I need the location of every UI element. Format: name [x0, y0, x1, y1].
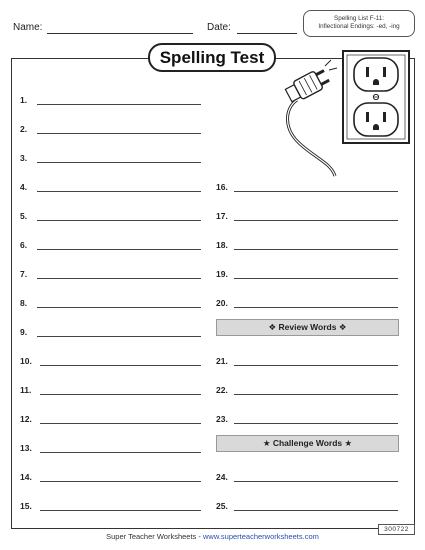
item-number: 9.: [20, 327, 28, 337]
item-number: 4.: [20, 182, 28, 192]
answer-line[interactable]: [234, 394, 398, 395]
answer-line[interactable]: [40, 423, 201, 424]
challenge-words-header: ★ Challenge Words ★: [216, 435, 399, 452]
footer-url-link[interactable]: www.superteacherworksheets.com: [202, 532, 319, 541]
item-number: 17.: [216, 211, 228, 221]
item-number: 23.: [216, 414, 228, 424]
item-number: 6.: [20, 240, 28, 250]
answer-line[interactable]: [37, 336, 201, 337]
answer-line[interactable]: [234, 191, 398, 192]
item-number: 12.: [20, 414, 32, 424]
answer-line[interactable]: [234, 278, 398, 279]
answer-line[interactable]: [234, 423, 398, 424]
spelling-list-id: Spelling List F-11:: [334, 15, 384, 22]
answer-line[interactable]: [234, 220, 398, 221]
answer-line[interactable]: [40, 394, 201, 395]
name-label: Name:: [13, 22, 43, 33]
spelling-list-topic: Inflectional Endings: -ed, -ing: [318, 23, 400, 30]
item-number: 24.: [216, 472, 228, 482]
answer-line[interactable]: [40, 365, 201, 366]
answer-line[interactable]: [40, 510, 201, 511]
item-number: 7.: [20, 269, 28, 279]
item-number: 13.: [20, 443, 32, 453]
item-number: 10.: [20, 356, 32, 366]
answer-line[interactable]: [37, 278, 201, 279]
item-number: 11.: [20, 385, 32, 395]
answer-line[interactable]: [234, 307, 398, 308]
answer-line[interactable]: [234, 365, 398, 366]
answer-line[interactable]: [234, 249, 398, 250]
name-field-line[interactable]: [47, 33, 193, 34]
item-number: 3.: [20, 153, 28, 163]
item-number: 21.: [216, 356, 228, 366]
page-title: Spelling Test: [148, 43, 276, 72]
spelling-list-tag: [303, 10, 415, 37]
item-number: 18.: [216, 240, 228, 250]
answer-line[interactable]: [37, 220, 201, 221]
item-number: 25.: [216, 501, 228, 511]
answer-line[interactable]: [37, 307, 201, 308]
answer-line[interactable]: [37, 249, 201, 250]
answer-line[interactable]: [234, 481, 398, 482]
worksheet-code: 300722: [378, 524, 415, 535]
electrical-outlet-plug-illustration: [265, 48, 415, 178]
answer-line[interactable]: [37, 133, 201, 134]
answer-line[interactable]: [37, 191, 201, 192]
answer-line[interactable]: [37, 104, 201, 105]
answer-line[interactable]: [40, 452, 201, 453]
answer-line[interactable]: [40, 481, 201, 482]
item-number: 19.: [216, 269, 228, 279]
item-number: 22.: [216, 385, 228, 395]
item-number: 8.: [20, 298, 28, 308]
item-number: 16.: [216, 182, 228, 192]
answer-line[interactable]: [234, 510, 398, 511]
item-number: 15.: [20, 501, 32, 511]
date-label: Date:: [207, 22, 231, 33]
item-number: 1.: [20, 95, 28, 105]
review-words-header: ❖ Review Words ❖: [216, 319, 399, 336]
answer-line[interactable]: [37, 162, 201, 163]
item-number: 14.: [20, 472, 32, 482]
date-field-line[interactable]: [237, 33, 297, 34]
item-number: 20.: [216, 298, 228, 308]
item-number: 2.: [20, 124, 28, 134]
footer: [0, 532, 425, 541]
footer-brand: Super Teacher Worksheets -: [106, 532, 203, 541]
item-number: 5.: [20, 211, 28, 221]
